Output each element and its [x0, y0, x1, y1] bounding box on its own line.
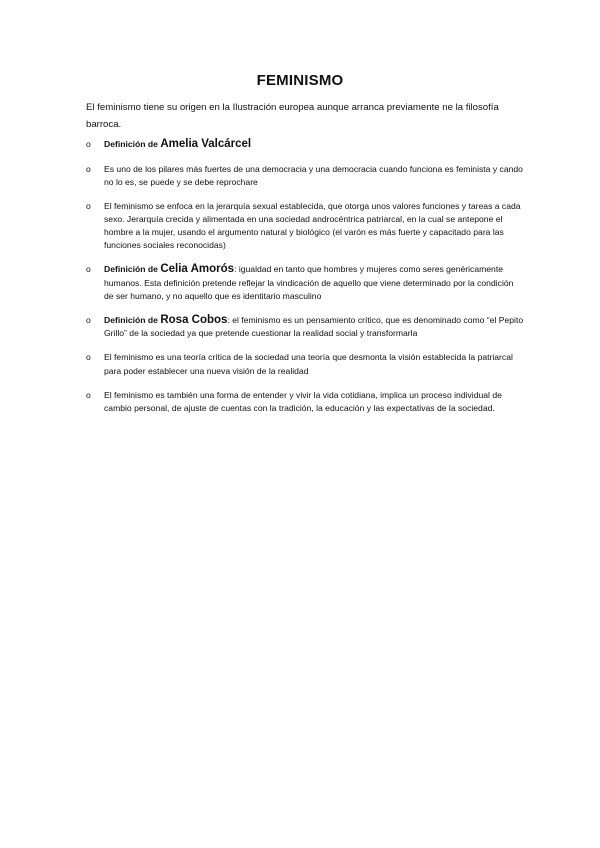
list-item	[86, 351, 524, 377]
list-item	[86, 163, 524, 189]
bullet-icon: o	[86, 315, 91, 326]
list-item	[86, 138, 524, 151]
item-text: El feminismo es una teoría crítica de la sociedad una teoría que desmonta la visión establecida la patriarcal para poder establecer una nueva visión de la realidad	[104, 352, 513, 376]
list-item	[86, 200, 524, 253]
bullet-icon: o	[86, 389, 91, 400]
bullet-icon: o	[86, 352, 91, 363]
list-item	[86, 263, 524, 303]
definition-label: Definición de	[104, 315, 161, 326]
item-text: Es uno de los pilares más fuertes de una democracia y una democracia cuando funciona es feminista y cando no lo es, se puede y se debe reprochare	[104, 164, 523, 188]
list-item	[86, 314, 524, 340]
definition-label: Definición de	[104, 139, 161, 149]
author-name: Amelia Valcárcel	[160, 138, 252, 150]
page-title: FEMINISMO	[256, 72, 344, 89]
bullet-icon: o	[86, 164, 91, 175]
item-text: El feminismo es también una forma de entender y vivir la vida cotidiana, implica un proceso individual de cambio personal, de ajuste de cuentas con la tradición, la educación y las expectativas de la sociedad.	[104, 389, 502, 414]
item-text: : el feminismo es un pensamiento crítico, que es denominado como “el Pepito Grillo” de la sociedad ya que pretende cuestionar la realidad social y transformarla	[104, 315, 524, 339]
bullet-icon: o	[86, 200, 91, 211]
bullet-list	[0, 138, 600, 415]
author-name: Celia Amorós	[160, 263, 235, 276]
definition-label: Definición de	[104, 264, 161, 275]
author-name: Rosa Cobos	[160, 314, 228, 327]
intro-paragraph: El feminismo tiene su origen en la Ilustración europea aunque arranca previamente ne la filosofía barroca.	[86, 102, 499, 130]
bullet-icon: o	[86, 139, 91, 149]
item-text: El feminismo se enfoca en la jerarquía sexual establecida, que otorga unos valores funciones y tareas a cada sexo. Jerarquía crecida y alimentada en una sociedad androcéntrica patriarcal, en la cual se antepone el hombre a la mujer, usando el argumento natural y biológico (el varón es más fuerte y capacitado para las funciones sociales reconocidas)	[104, 200, 521, 251]
list-item	[86, 389, 524, 415]
item-text: : igualdad en tanto que hombres y mujeres como seres genéricamente humanos. Esta definición pretende reflejar la vindicación de aquello que viene determinado por la condición de ser humano, y no aquello que es identitario masculino	[104, 264, 514, 301]
bullet-icon: o	[86, 264, 91, 275]
